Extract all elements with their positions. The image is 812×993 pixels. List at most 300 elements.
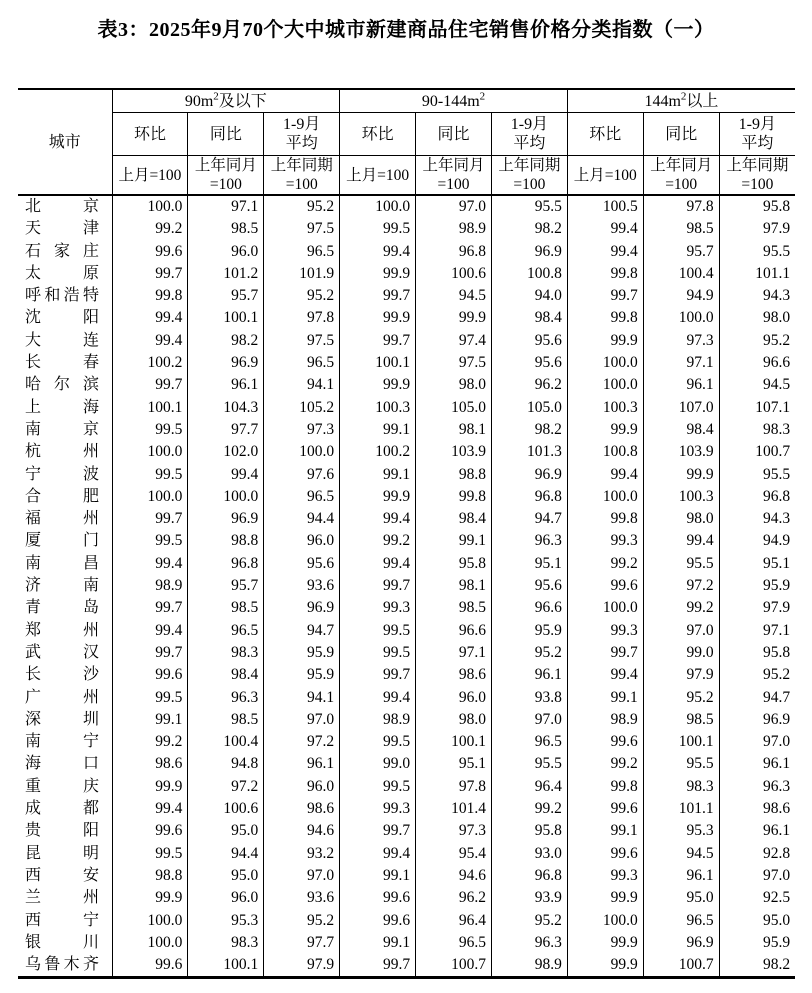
index-value: 100.1 [112, 397, 188, 419]
index-value: 101.1 [719, 263, 795, 285]
index-value: 95.5 [643, 753, 719, 775]
index-value: 95.0 [643, 887, 719, 909]
index-value: 97.3 [264, 419, 340, 441]
index-value: 99.1 [567, 687, 643, 709]
city-cell [18, 731, 112, 753]
city-name: 合肥 [25, 487, 99, 505]
city-name: 大连 [25, 331, 99, 349]
index-value: 96.1 [491, 664, 567, 686]
index-value: 95.9 [264, 664, 340, 686]
base-header: 上年同月 =100 [188, 156, 264, 196]
index-value: 99.5 [340, 731, 416, 753]
index-value: 96.5 [264, 486, 340, 508]
index-value: 99.5 [340, 620, 416, 642]
index-value: 99.4 [112, 307, 188, 329]
index-value: 95.6 [491, 575, 567, 597]
index-value: 97.2 [643, 575, 719, 597]
table-row [18, 530, 795, 552]
index-value: 94.3 [719, 508, 795, 530]
table-row [18, 241, 795, 263]
index-value: 97.3 [416, 820, 492, 842]
column-header-mom: 环比 [567, 113, 643, 156]
index-value: 100.8 [567, 441, 643, 463]
index-value: 100.0 [112, 932, 188, 954]
index-value: 99.5 [112, 419, 188, 441]
index-value: 97.9 [643, 664, 719, 686]
column-header-avg: 1-9月 平均 [491, 113, 567, 156]
base-header: 上月=100 [112, 156, 188, 196]
table-row [18, 419, 795, 441]
index-value: 95.9 [264, 642, 340, 664]
header-row-base [18, 156, 795, 196]
index-value: 95.2 [719, 330, 795, 352]
index-value: 95.5 [643, 553, 719, 575]
index-value: 95.1 [491, 553, 567, 575]
index-value: 97.5 [264, 330, 340, 352]
index-value: 94.7 [719, 687, 795, 709]
index-value: 100.0 [643, 307, 719, 329]
table-row [18, 553, 795, 575]
index-value: 94.5 [416, 285, 492, 307]
index-value: 95.9 [719, 575, 795, 597]
index-value: 96.0 [264, 530, 340, 552]
index-value: 97.9 [719, 218, 795, 240]
city-cell [18, 263, 112, 285]
index-value: 95.4 [416, 843, 492, 865]
city-cell [18, 910, 112, 932]
index-value: 99.9 [567, 954, 643, 978]
index-value: 95.6 [491, 352, 567, 374]
index-value: 98.1 [416, 419, 492, 441]
index-value: 99.3 [340, 597, 416, 619]
city-cell [18, 709, 112, 731]
index-value: 100.1 [643, 731, 719, 753]
city-cell [18, 307, 112, 329]
index-value: 98.0 [643, 508, 719, 530]
column-group-90-144 [340, 89, 568, 113]
index-value: 94.9 [719, 530, 795, 552]
index-value: 97.1 [416, 642, 492, 664]
city-name: 深圳 [25, 710, 99, 728]
table-row [18, 954, 795, 978]
city-name: 海口 [25, 755, 99, 773]
index-value: 96.9 [491, 464, 567, 486]
index-value: 99.6 [567, 798, 643, 820]
index-value: 99.5 [340, 642, 416, 664]
index-value: 99.4 [567, 241, 643, 263]
index-value: 97.1 [643, 352, 719, 374]
price-index-table [18, 88, 795, 979]
index-value: 94.4 [264, 508, 340, 530]
index-value: 96.6 [416, 620, 492, 642]
index-value: 97.0 [264, 865, 340, 887]
index-value: 96.9 [264, 597, 340, 619]
city-name: 武汉 [25, 643, 99, 661]
city-cell [18, 932, 112, 954]
index-value: 96.1 [264, 753, 340, 775]
index-value: 100.7 [416, 954, 492, 978]
index-value: 99.2 [340, 530, 416, 552]
index-value: 93.6 [264, 575, 340, 597]
city-name: 石家庄 [25, 242, 99, 260]
index-value: 96.0 [264, 776, 340, 798]
city-cell [18, 575, 112, 597]
index-value: 96.3 [719, 776, 795, 798]
index-value: 100.2 [112, 352, 188, 374]
table-row [18, 597, 795, 619]
index-value: 95.8 [416, 553, 492, 575]
index-value: 99.6 [340, 887, 416, 909]
city-cell [18, 776, 112, 798]
index-value: 95.2 [643, 687, 719, 709]
index-value: 99.7 [112, 642, 188, 664]
city-cell [18, 530, 112, 552]
index-value: 96.8 [491, 865, 567, 887]
index-value: 99.4 [340, 843, 416, 865]
city-cell [18, 241, 112, 263]
index-value: 98.9 [416, 218, 492, 240]
index-value: 100.5 [567, 195, 643, 218]
city-name: 长沙 [25, 666, 99, 684]
index-value: 103.9 [643, 441, 719, 463]
index-value: 98.5 [643, 218, 719, 240]
index-value: 98.6 [416, 664, 492, 686]
table-row [18, 776, 795, 798]
index-value: 97.8 [643, 195, 719, 218]
index-value: 96.8 [188, 553, 264, 575]
index-value: 96.4 [416, 910, 492, 932]
base-header: 上月=100 [340, 156, 416, 196]
table-row [18, 731, 795, 753]
group-label: 90m [184, 92, 214, 110]
index-value: 97.0 [416, 195, 492, 218]
index-value: 95.5 [491, 753, 567, 775]
table-row [18, 508, 795, 530]
index-value: 94.7 [264, 620, 340, 642]
index-value: 99.5 [112, 843, 188, 865]
city-name: 福州 [25, 510, 99, 528]
index-value: 98.3 [719, 419, 795, 441]
index-value: 96.3 [491, 530, 567, 552]
index-value: 98.5 [416, 597, 492, 619]
index-value: 96.3 [188, 687, 264, 709]
index-value: 100.0 [567, 597, 643, 619]
city-name: 厦门 [25, 532, 99, 550]
city-cell [18, 330, 112, 352]
city-name: 呼和浩特 [25, 287, 99, 305]
index-value: 100.7 [643, 954, 719, 978]
index-value: 104.3 [188, 397, 264, 419]
index-value: 99.9 [416, 307, 492, 329]
index-value: 98.8 [416, 464, 492, 486]
index-value: 95.5 [491, 195, 567, 218]
index-value: 98.2 [491, 218, 567, 240]
index-value: 94.8 [188, 753, 264, 775]
index-value: 97.0 [491, 709, 567, 731]
city-name: 南宁 [25, 733, 99, 751]
index-value: 99.6 [112, 241, 188, 263]
index-value: 98.2 [491, 419, 567, 441]
index-value: 98.5 [188, 709, 264, 731]
index-value: 93.0 [491, 843, 567, 865]
index-value: 99.4 [112, 330, 188, 352]
index-value: 100.0 [567, 910, 643, 932]
index-value: 99.8 [567, 776, 643, 798]
index-value: 92.5 [719, 887, 795, 909]
index-value: 97.9 [264, 954, 340, 978]
index-value: 98.3 [188, 932, 264, 954]
index-value: 96.5 [643, 910, 719, 932]
city-name: 太原 [25, 264, 99, 282]
index-value: 99.7 [340, 575, 416, 597]
index-value: 97.5 [264, 218, 340, 240]
column-group-under-90 [112, 89, 340, 113]
index-value: 95.2 [719, 664, 795, 686]
index-value: 95.1 [416, 753, 492, 775]
table-row [18, 195, 795, 218]
index-value: 96.3 [491, 932, 567, 954]
table-row [18, 575, 795, 597]
index-value: 97.5 [416, 352, 492, 374]
index-value: 105.0 [416, 397, 492, 419]
index-value: 96.1 [643, 374, 719, 396]
index-value: 99.7 [567, 285, 643, 307]
index-value: 100.6 [416, 263, 492, 285]
index-value: 99.3 [567, 865, 643, 887]
index-value: 98.0 [416, 374, 492, 396]
index-value: 99.2 [112, 731, 188, 753]
index-value: 101.4 [416, 798, 492, 820]
index-value: 97.7 [188, 419, 264, 441]
index-value: 94.5 [719, 374, 795, 396]
index-value: 98.9 [112, 575, 188, 597]
index-value: 96.5 [491, 731, 567, 753]
table-row [18, 464, 795, 486]
city-name: 宁波 [25, 465, 99, 483]
index-value: 98.5 [188, 218, 264, 240]
index-value: 101.2 [188, 263, 264, 285]
index-value: 95.0 [719, 910, 795, 932]
index-value: 99.7 [112, 508, 188, 530]
index-value: 96.5 [416, 932, 492, 954]
index-value: 99.1 [340, 932, 416, 954]
index-value: 97.0 [643, 620, 719, 642]
table-body [18, 195, 795, 978]
index-value: 95.5 [719, 464, 795, 486]
index-value: 96.2 [416, 887, 492, 909]
index-value: 100.0 [112, 486, 188, 508]
city-cell [18, 642, 112, 664]
index-value: 96.8 [491, 486, 567, 508]
table-row [18, 887, 795, 909]
index-value: 99.9 [567, 330, 643, 352]
index-value: 97.8 [264, 307, 340, 329]
city-cell [18, 441, 112, 463]
index-value: 95.6 [491, 330, 567, 352]
index-value: 99.7 [112, 263, 188, 285]
city-name: 成都 [25, 800, 99, 818]
index-value: 96.1 [188, 374, 264, 396]
city-cell [18, 464, 112, 486]
index-value: 95.6 [264, 553, 340, 575]
index-value: 105.2 [264, 397, 340, 419]
index-value: 96.9 [188, 352, 264, 374]
city-cell [18, 374, 112, 396]
index-value: 98.9 [491, 954, 567, 978]
index-value: 97.8 [416, 776, 492, 798]
index-value: 96.0 [188, 887, 264, 909]
city-cell [18, 597, 112, 619]
table-row [18, 820, 795, 842]
city-name: 长春 [25, 354, 99, 372]
base-header: 上年同期 =100 [264, 156, 340, 196]
index-value: 98.0 [416, 709, 492, 731]
city-name: 上海 [25, 398, 99, 416]
index-value: 99.8 [416, 486, 492, 508]
index-value: 99.9 [567, 419, 643, 441]
city-name: 广州 [25, 688, 99, 706]
group-label: 90-144m [421, 92, 480, 110]
index-value: 99.4 [340, 553, 416, 575]
index-value: 98.8 [112, 865, 188, 887]
index-value: 97.6 [264, 464, 340, 486]
index-value: 99.4 [643, 530, 719, 552]
index-value: 97.2 [188, 776, 264, 798]
index-value: 99.9 [340, 486, 416, 508]
index-value: 97.1 [719, 620, 795, 642]
index-value: 94.5 [643, 843, 719, 865]
index-value: 95.2 [264, 195, 340, 218]
index-value: 99.8 [567, 307, 643, 329]
index-value: 99.6 [112, 820, 188, 842]
index-value: 99.8 [567, 508, 643, 530]
index-value: 99.8 [112, 285, 188, 307]
index-value: 99.4 [340, 508, 416, 530]
index-value: 99.4 [112, 553, 188, 575]
index-value: 99.9 [567, 887, 643, 909]
city-name: 青岛 [25, 599, 99, 617]
index-value: 94.3 [719, 285, 795, 307]
city-name: 天津 [25, 220, 99, 238]
index-value: 98.1 [416, 575, 492, 597]
index-value: 95.7 [188, 285, 264, 307]
column-header-yoy: 同比 [643, 113, 719, 156]
index-value: 93.2 [264, 843, 340, 865]
index-value: 95.7 [643, 241, 719, 263]
index-value: 99.9 [643, 464, 719, 486]
index-value: 94.0 [491, 285, 567, 307]
index-value: 100.7 [719, 441, 795, 463]
index-value: 99.7 [340, 664, 416, 686]
index-value: 100.0 [112, 441, 188, 463]
index-value: 99.6 [112, 664, 188, 686]
index-value: 96.9 [719, 709, 795, 731]
city-name: 济南 [25, 577, 99, 595]
index-value: 99.7 [567, 642, 643, 664]
column-header-avg: 1-9月 平均 [719, 113, 795, 156]
index-value: 99.7 [340, 954, 416, 978]
index-value: 97.7 [264, 932, 340, 954]
index-value: 96.5 [264, 352, 340, 374]
index-value: 94.1 [264, 374, 340, 396]
index-value: 99.3 [340, 798, 416, 820]
index-value: 99.5 [112, 687, 188, 709]
index-value: 96.4 [491, 776, 567, 798]
city-cell [18, 553, 112, 575]
table-row [18, 307, 795, 329]
index-value: 98.2 [719, 954, 795, 978]
index-value: 96.2 [491, 374, 567, 396]
index-value: 100.6 [188, 798, 264, 820]
superscript: 2 [479, 90, 486, 103]
header-row-groups [18, 89, 795, 113]
index-value: 99.4 [567, 218, 643, 240]
index-value: 99.4 [567, 664, 643, 686]
index-value: 98.5 [188, 597, 264, 619]
index-value: 99.3 [567, 530, 643, 552]
city-name: 南京 [25, 420, 99, 438]
index-value: 98.6 [719, 798, 795, 820]
index-value: 98.6 [112, 753, 188, 775]
city-cell [18, 218, 112, 240]
index-value: 99.6 [340, 910, 416, 932]
index-value: 107.0 [643, 397, 719, 419]
index-value: 95.8 [719, 195, 795, 218]
group-label: 及以下 [218, 92, 267, 110]
index-value: 95.9 [491, 620, 567, 642]
index-value: 97.4 [416, 330, 492, 352]
index-value: 94.1 [264, 687, 340, 709]
column-header-city: 城市 [18, 89, 112, 195]
index-value: 94.7 [491, 508, 567, 530]
index-value: 99.9 [112, 776, 188, 798]
index-value: 100.3 [643, 486, 719, 508]
city-name: 昆明 [25, 844, 99, 862]
index-value: 99.0 [340, 753, 416, 775]
index-value: 98.9 [567, 709, 643, 731]
page-title: 表3：2025年9月70个大中城市新建商品住宅销售价格分类指数（一） [97, 19, 715, 41]
base-header: 上年同月 =100 [416, 156, 492, 196]
index-value: 97.0 [719, 865, 795, 887]
column-header-yoy: 同比 [416, 113, 492, 156]
city-name: 贵阳 [25, 822, 99, 840]
table-row [18, 664, 795, 686]
index-value: 95.8 [491, 820, 567, 842]
table-row [18, 218, 795, 240]
city-name: 哈尔滨 [25, 376, 99, 394]
table-row [18, 441, 795, 463]
index-value: 97.3 [643, 330, 719, 352]
table-row [18, 932, 795, 954]
index-value: 97.9 [719, 597, 795, 619]
index-value: 100.0 [567, 486, 643, 508]
index-value: 100.1 [188, 954, 264, 978]
column-header-avg: 1-9月 平均 [264, 113, 340, 156]
column-header-yoy: 同比 [188, 113, 264, 156]
index-value: 97.0 [719, 731, 795, 753]
table-row [18, 620, 795, 642]
city-name: 杭州 [25, 443, 99, 461]
table-row [18, 753, 795, 775]
city-name: 沈阳 [25, 309, 99, 327]
index-value: 96.0 [416, 687, 492, 709]
index-value: 99.5 [112, 464, 188, 486]
index-value: 100.1 [416, 731, 492, 753]
index-value: 99.9 [340, 374, 416, 396]
table-header [18, 89, 795, 195]
index-value: 99.2 [112, 218, 188, 240]
group-label: 144m [644, 92, 681, 110]
